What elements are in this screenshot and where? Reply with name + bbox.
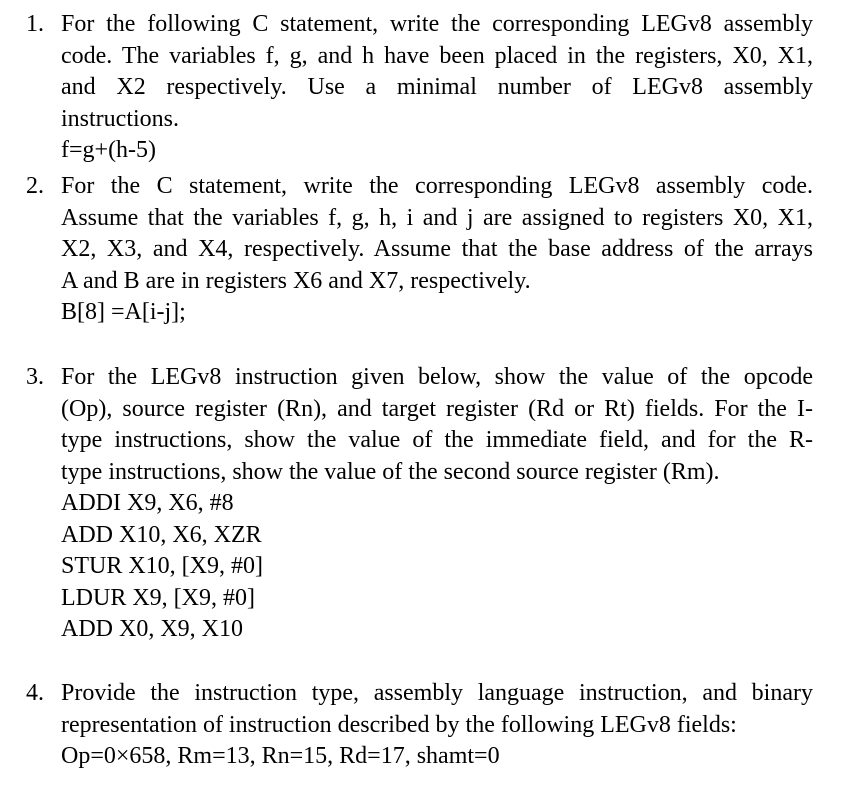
text-line: code. The variables f, g, and h have been placed in the registers, X0, X1, <box>61 42 813 69</box>
code-line: LDUR X9, [X9, #0] <box>61 584 255 611</box>
question-number: 2. <box>26 173 44 199</box>
text-line: Provide the instruction type, assembly language instruction, and binary <box>61 680 813 706</box>
text-line: A and B are in registers X6 and X7, respectively. <box>61 267 531 294</box>
code-line: Op=0×658, Rm=13, Rn=15, Rd=17, shamt=0 <box>61 743 500 769</box>
question-text <box>61 678 813 773</box>
text-line: type instructions, show the value of the immediate field, and for the R- <box>61 427 813 453</box>
code-line: ADD X10, X6, XZR <box>61 521 262 548</box>
code-line: ADD X0, X9, X10 <box>61 616 243 642</box>
question-text <box>61 9 813 167</box>
text-line: (Op), source register (Rn), and target register (Rd or Rt) fields. For the I- <box>61 395 813 422</box>
text-line: For the LEGv8 instruction given below, show the value of the opcode <box>61 364 813 390</box>
question-text <box>61 171 813 329</box>
question-number: 1. <box>26 11 44 37</box>
text-line: instructions. <box>61 105 179 132</box>
text-line: representation of instruction described by the following LEGv8 fields: <box>61 711 737 738</box>
text-line: Assume that the variables f, g, h, i and j are assigned to registers X0, X1, <box>61 204 813 231</box>
text-line: For the following C statement, write the corresponding LEGv8 assembly <box>61 11 813 37</box>
code-line: B[8] =A[i-j]; <box>61 299 186 325</box>
code-line: STUR X10, [X9, #0] <box>61 553 263 579</box>
question-text <box>61 362 813 646</box>
code-line: ADDI X9, X6, #8 <box>61 490 234 516</box>
code-line: f=g+(h-5) <box>61 137 157 163</box>
text-line: type instructions, show the value of the second source register (Rm). <box>61 458 720 485</box>
question-number: 4. <box>26 680 44 706</box>
text-line: X2, X3, and X4, respectively. Assume that the base address of the arrays <box>61 236 813 262</box>
text-line: and X2 respectively. Use a minimal number of LEGv8 assembly <box>61 74 813 100</box>
text-line: For the C statement, write the corresponding LEGv8 assembly code. <box>61 173 813 199</box>
question-number: 3. <box>26 364 44 390</box>
